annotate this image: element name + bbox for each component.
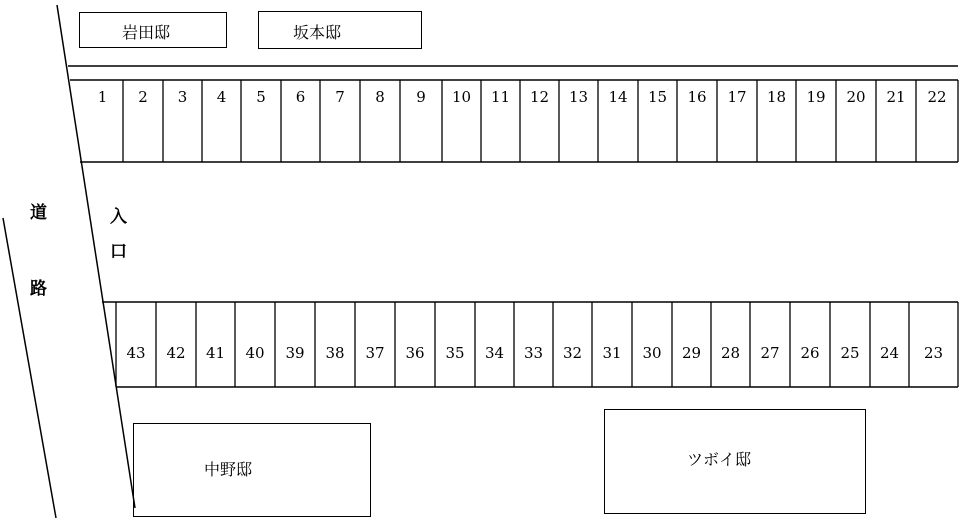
sakamoto-house-label: 坂本邸 [293,23,342,42]
entrance-label-char-1: 入 [110,207,127,227]
bottom-stall-number: 43 [126,344,146,362]
bottom-stall-number: 38 [325,344,345,362]
bottom-stall-number: 29 [681,344,702,362]
tsuboi-house [604,409,866,514]
top-stall-number: 7 [335,88,345,106]
bottom-stall-number: 31 [602,344,622,362]
top-stall-number: 10 [451,88,472,106]
bottom-stall-number: 28 [720,344,741,362]
bottom-stall-number: 39 [285,344,305,362]
bottom-stall-number: 30 [642,344,662,362]
nakano-house-label: 中野邸 [204,460,253,479]
top-stall-number: 12 [529,88,550,106]
bottom-stall-number: 36 [405,344,425,362]
top-stall-number: 22 [927,88,947,106]
top-stall-number: 21 [886,88,906,106]
top-stall-number: 16 [687,88,707,106]
top-stall-number: 8 [375,88,385,106]
bottom-stall-number: 37 [365,344,385,362]
nakano-house [133,423,371,517]
bottom-stall-number: 32 [562,344,583,362]
bottom-stall-number: 26 [800,344,820,362]
tsuboi-house-label: ツボイ邸 [687,450,752,469]
bottom-stall-number: 24 [879,344,900,362]
bottom-stall-number: 23 [923,344,944,362]
bottom-stall-number: 35 [445,344,465,362]
top-stall-number: 11 [490,88,511,106]
top-stall-number: 2 [138,88,148,106]
road-label-char-1: 道 [30,203,47,223]
bottom-stall-number: 40 [245,344,265,362]
entrance-label-char-2: 口 [110,242,127,262]
top-stall-number: 18 [766,88,787,106]
road-label-char-2: 路 [30,279,47,299]
top-stall-number: 9 [416,88,426,106]
iwata-house-label: 岩田邸 [122,23,171,42]
top-stall-number: 4 [216,88,227,106]
top-stall-number: 5 [256,88,266,106]
top-stall-number: 3 [177,88,188,106]
top-stall-number: 20 [846,88,866,106]
top-stall-number: 13 [568,88,589,106]
top-stall-number: 6 [295,88,306,106]
top-stall-number: 17 [727,88,747,106]
bottom-stall-number: 34 [484,344,505,362]
top-stall-number: 15 [647,88,668,106]
bottom-stall-number: 27 [760,344,780,362]
bottom-stall-number: 33 [523,344,544,362]
top-stall-number: 1 [97,88,108,106]
bottom-stall-number: 42 [166,344,186,362]
sakamoto-house [258,11,422,49]
bottom-stall-number: 25 [840,344,860,362]
iwata-house [79,12,227,48]
road-edge-left [3,218,56,518]
bottom-stall-number: 41 [205,344,226,362]
top-stall-number: 14 [608,88,628,106]
top-stall-number: 19 [806,88,826,106]
